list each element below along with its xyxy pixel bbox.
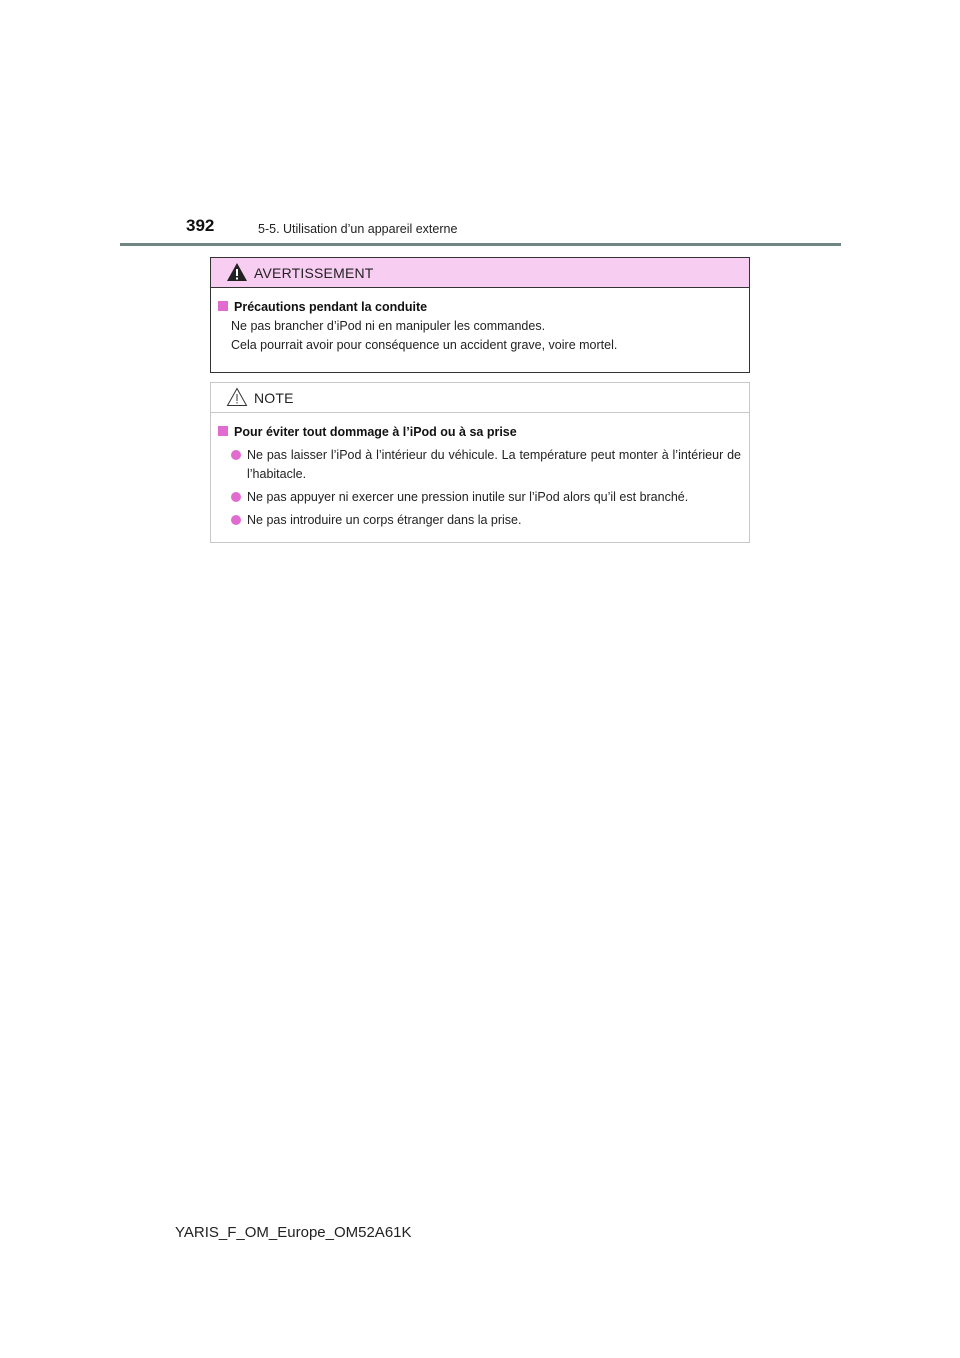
- list-item: Ne pas laisser l’iPod à l’intérieur du véhicule. La température peut monter à l’intérieur de l’habitacle.: [231, 446, 741, 484]
- warning-line: Cela pourrait avoir pour conséquence un accident grave, voire mortel.: [231, 338, 618, 352]
- section-title: 5-5. Utilisation d’un appareil externe: [258, 222, 458, 236]
- warning-line: Ne pas brancher d’iPod ni en manipuler les commandes.: [231, 319, 546, 333]
- list-item: Ne pas appuyer ni exercer une pression inutile sur l’iPod alors qu’il est branché.: [231, 488, 741, 507]
- warning-triangle-icon: [226, 262, 248, 282]
- note-label: NOTE: [254, 390, 294, 406]
- warning-box: [210, 257, 750, 373]
- page-number: 392: [186, 216, 215, 235]
- warning-label: AVERTISSEMENT: [254, 265, 374, 281]
- round-bullet-icon: [231, 492, 241, 502]
- footer-code: YARIS_F_OM_Europe_OM52A61K: [175, 1224, 412, 1241]
- header-rule: [120, 243, 841, 246]
- round-bullet-icon: [231, 450, 241, 460]
- square-bullet-icon: [218, 426, 228, 436]
- list-item: Ne pas introduire un corps étranger dans la prise.: [231, 511, 741, 530]
- note-header: [211, 383, 749, 413]
- note-heading: Pour éviter tout dommage à l’iPod ou à sa prise: [218, 423, 741, 442]
- warning-heading: Précautions pendant la conduite: [218, 298, 741, 317]
- square-bullet-icon: [218, 301, 228, 311]
- caution-triangle-icon: [226, 387, 248, 407]
- note-box: [210, 382, 750, 543]
- round-bullet-icon: [231, 515, 241, 525]
- warning-header: [211, 258, 749, 288]
